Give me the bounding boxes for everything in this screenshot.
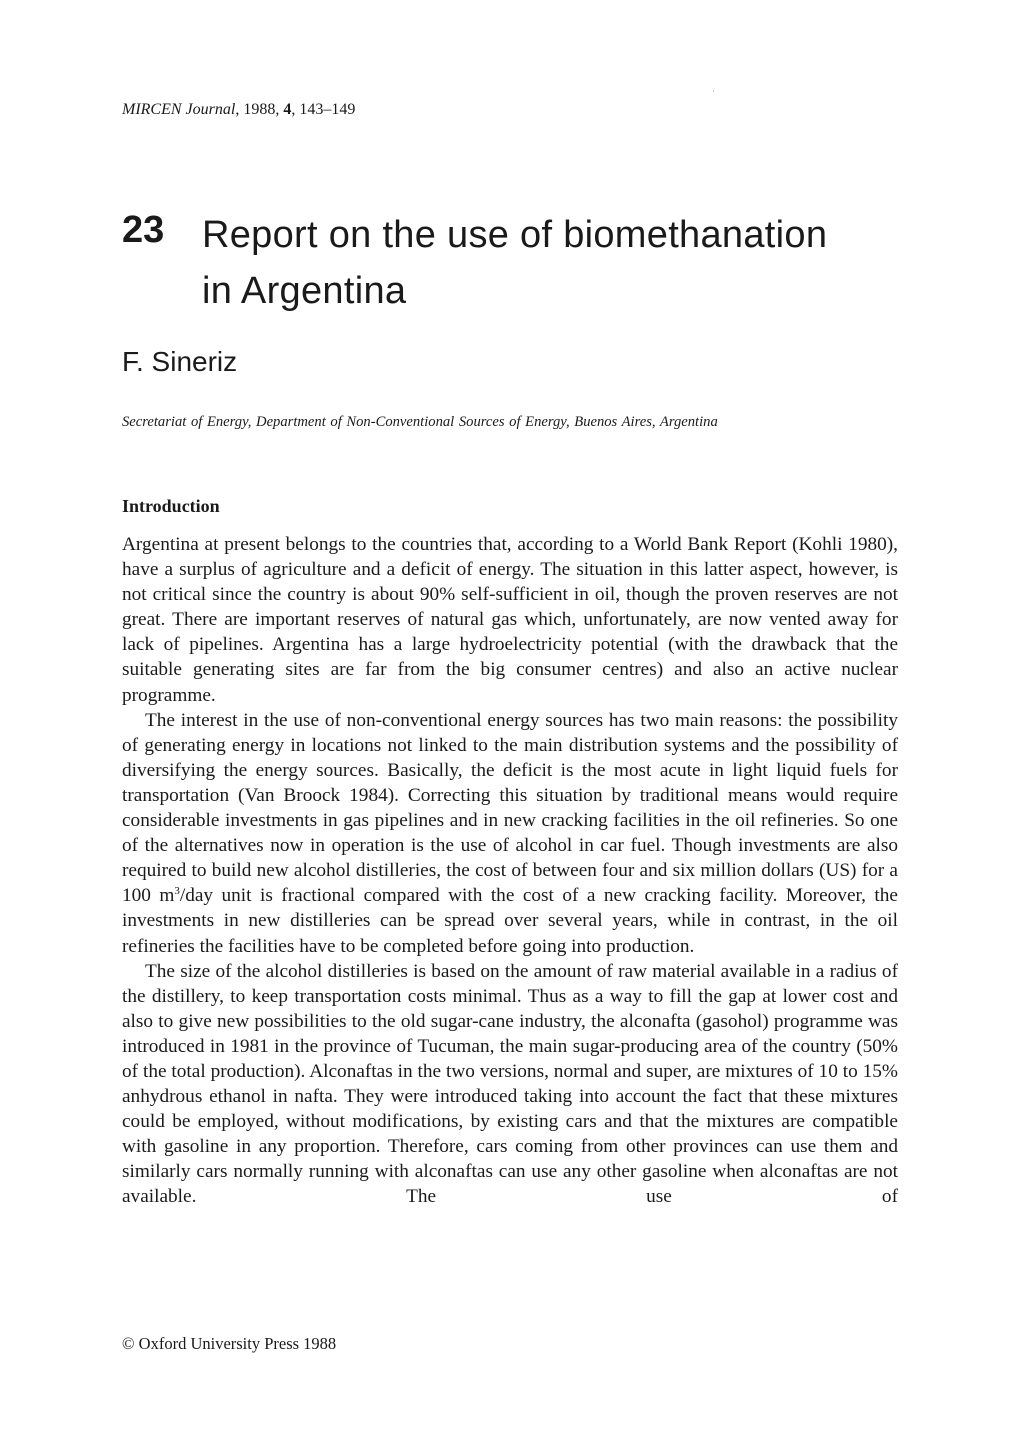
journal-year: , 1988,	[235, 101, 284, 118]
chapter-number: 23	[122, 209, 165, 251]
journal-citation	[122, 100, 355, 120]
article-title-line-2: in Argentina	[202, 270, 407, 312]
section-heading-introduction: Introduction	[122, 496, 220, 516]
body-text	[122, 532, 898, 1210]
superscript-cubic: 3	[174, 885, 180, 898]
paragraph-1: Argentina at present belongs to the countries that, according to a World Bank Report (Kohli 1980), have a surplus of agriculture and a deficit of energy. The situation in this latter aspect, however, is not critical since the country is about 90% self-sufficient in oil, though the proven reserves are not great. There are important reserves of natural gas which, unfortunately, are now vented away for lack of pipelines. Argentina has a large hydroelectricity potential (with the drawback that the suitable generating sites are far from the big consumer centres) and also an active nuclear programme.	[122, 534, 898, 706]
paragraph-2	[122, 708, 898, 959]
article-title-line-1: Report on the use of biomethanation	[202, 214, 828, 256]
journal-name: MIRCEN Journal	[122, 101, 236, 118]
paragraph-2-part-2: /day unit is fractional compared with the cost of a new cracking facility. Moreover, the investments in new distilleries can be spread over several years, while in contrast, in the oil refineries the facilities have to be completed before going into production.	[122, 885, 898, 957]
author-name: F. Sineriz	[122, 346, 238, 377]
journal-pages: , 143–149	[291, 101, 356, 118]
paragraph-3: The size of the alcohol distilleries is based on the amount of raw material available in a radius of the distillery, to keep transportation costs minimal. Thus as a way to fill the gap at lower cost and also to give new possibilities to the old sugar-cane industry, the alconafta (gasohol) programme was introduced in 1981 in the province of Tucuman, the main sugar-producing area of the country (50% of the total production). Alconaftas in the two versions, normal and super, are mixtures of 10 to 15% anhydrous ethanol in nafta. They were introduced taking into account the fact that these mixtures could be employed, without modifications, by existing cars and that the mixtures are compatible with gasoline in any proportion. Therefore, cars coming from other provinces can use them and similarly cars normally running with alconaftas can use any other gasoline when alconaftas are not available. The use of	[122, 960, 898, 1208]
paragraph-2-part-1: The interest in the use of non-conventional energy sources has two main reasons: the possibility of generating energy in locations not linked to the main distribution systems and the possibility of diversifying the energy sources. Basically, the deficit is the most acute in light liquid fuels for transportation (Van Broock 1984). Correcting this situation by traditional means would require considerable investments in gas pipelines and in new cracking facilities in the oil refineries. So one of the alternatives now in operation is the use of alcohol in car fuel. Though investments are also required to build new alcohol distilleries, the cost of between four and six million dollars (US) for a 100 m	[122, 709, 898, 907]
scan-speck	[713, 90, 714, 92]
article-title	[202, 207, 922, 319]
author-affiliation: Secretariat of Energy, Department of Non-Conventional Sources of Energy, Buenos Aires, Argentina	[122, 414, 718, 430]
journal-volume: 4	[283, 101, 292, 118]
copyright-notice: © Oxford University Press 1988	[122, 1334, 337, 1353]
